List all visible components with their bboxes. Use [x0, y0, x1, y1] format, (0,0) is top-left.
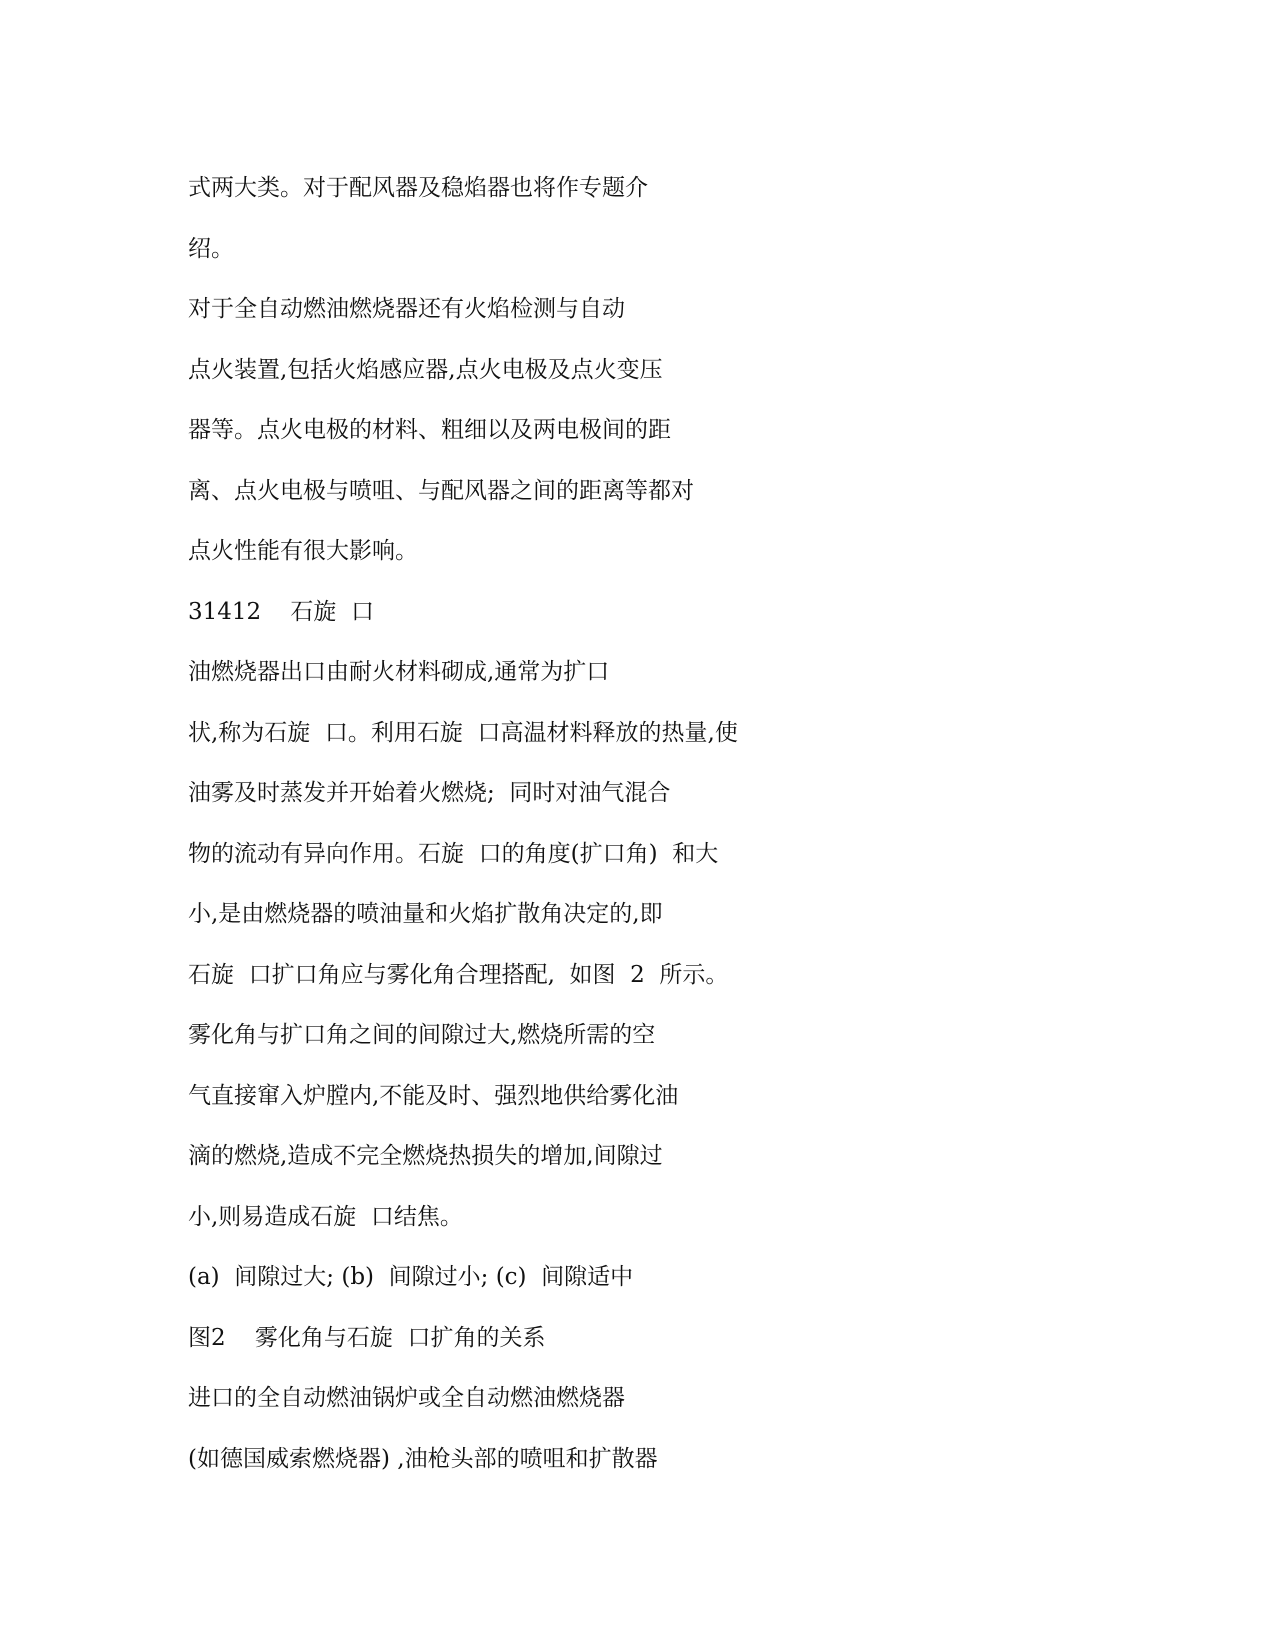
- text-line: 状,称为石旋 口。利用石旋 口高温材料释放的热量,使: [188, 719, 738, 746]
- text-line: 滴的燃烧,造成不完全燃烧热损失的增加,间隙过: [188, 1143, 663, 1169]
- text-line: 气直接窜入炉膛内,不能及时、强烈地供给雾化油: [188, 1082, 679, 1109]
- text-line: 器等。点火电极的材料、粗细以及两电极间的距: [188, 417, 671, 443]
- text-line: 油雾及时蒸发并开始着火燃烧; 同时对油气混合: [188, 780, 671, 806]
- body-text: [188, 173, 1088, 1504]
- text-line: 点火性能有很大影响。: [188, 538, 418, 564]
- figure-caption: 图2 雾化角与石旋 口扩角的关系: [188, 1324, 546, 1351]
- section-heading: 31412 石旋 口: [188, 598, 375, 625]
- text-line: 绍。: [188, 235, 234, 262]
- text-line: (如德国威索燃烧器) ,油枪头部的喷咀和扩散器: [188, 1445, 658, 1472]
- text-line: 离、点火电极与喷咀、与配风器之间的距离等都对: [188, 477, 694, 504]
- text-line: 石旋 口扩口角应与雾化角合理搭配, 如图 2 所示。: [188, 961, 729, 988]
- text-line: 点火装置,包括火焰感应器,点火电极及点火变压: [188, 356, 663, 383]
- text-line: 进口的全自动燃油锅炉或全自动燃油燃烧器: [188, 1385, 625, 1411]
- text-line: 小,是由燃烧器的喷油量和火焰扩散角决定的,即: [188, 901, 663, 927]
- text-line: 对于全自动燃油燃烧器还有火焰检测与自动: [188, 296, 625, 322]
- text-line: 物的流动有异向作用。石旋 口的角度(扩口角) 和大: [188, 840, 719, 867]
- figure-subcaption: (a) 间隙过大; (b) 间隙过小; (c) 间隙适中: [188, 1264, 634, 1290]
- text-line: 雾化角与扩口角之间的间隙过大,燃烧所需的空: [188, 1022, 656, 1048]
- text-line: 小,则易造成石旋 口结焦。: [188, 1203, 463, 1230]
- text-line: 油燃烧器出口由耐火材料砌成,通常为扩口: [188, 659, 610, 685]
- text-line: 式两大类。对于配风器及稳焰器也将作专题介: [188, 175, 648, 201]
